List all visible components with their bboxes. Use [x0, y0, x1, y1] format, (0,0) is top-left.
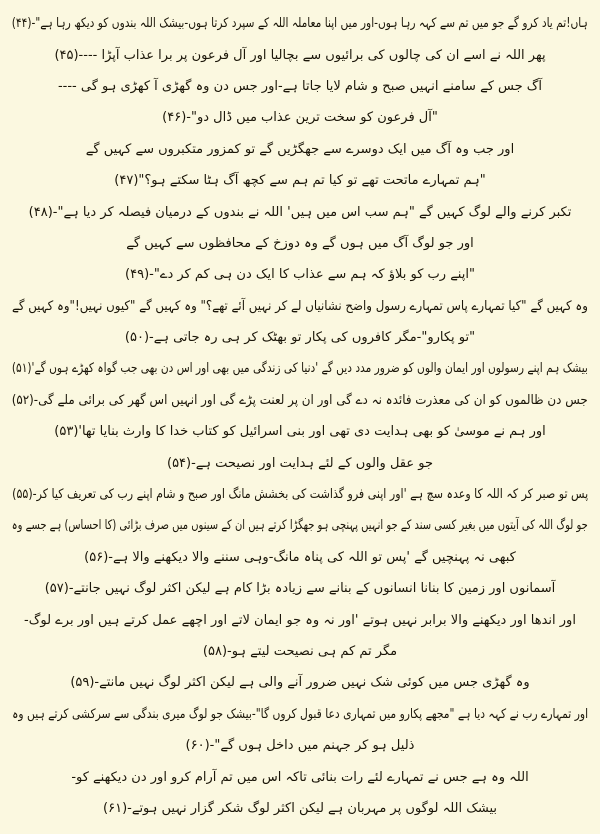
verse-text: "آل فرعون کو سخت ترین عذاب میں ڈال دو"-(۴۶)	[162, 110, 438, 126]
verse-text: ذلیل ہو کر جہنم میں داخل ہوں گے"-(۶۰)	[185, 738, 415, 754]
text-line	[12, 39, 588, 70]
verse-text: اور تمہارے رب نے کہہ دیا ہے "مجھے پکارو میں تمہاری دعا قبول کروں گا"-بیشک جو لوگ میری بندگی سے سرکشی کرتے ہیں وہ	[11, 706, 588, 722]
text-line	[12, 510, 588, 541]
text-line	[12, 636, 588, 667]
text-line	[12, 604, 588, 635]
text-line	[12, 447, 588, 478]
text-line	[12, 259, 588, 290]
text-line	[12, 228, 588, 259]
text-line	[12, 8, 588, 39]
text-line	[12, 353, 588, 384]
verse-text: آسمانوں اور زمین کا بنانا انسانوں کے بنانے سے زیادہ بڑا کام ہے لیکن اکثر لوگ نہیں جانتے-(۵۷)	[44, 581, 556, 597]
verse-text: "تو پکارو"-مگر کافروں کی پکار تو بھٹک کر ہی رہ جاتی ہے-(۵۰)	[124, 330, 476, 346]
verse-text: آگ جس کے سامنے انہیں صبح و شام لایا جاتا ہے-اور جس دن وہ گھڑی آ کھڑی ہو گی ----	[57, 78, 543, 94]
text-line	[12, 761, 588, 792]
verse-text: کبھی نہ پہنچیں گے 'پس تو اللہ کی پناہ مانگ-وہی سننے والا دیکھنے والا ہے-(۵۶)	[84, 549, 516, 565]
text-line	[12, 165, 588, 196]
text-line	[12, 291, 588, 322]
verse-text: جو لوگ اللہ کی آیتوں میں بغیر کسی سند کے جو انہیں پہنچی ہو جھگڑا کرتے ہیں ان کے سینوں میں صرف بڑائی (کا احساس) ہے جسے وہ	[11, 518, 588, 534]
verse-text: اور اندھا اور دیکھنے والا برابر نہیں ہوتے 'اور نہ وہ جو ایمان لاتے اور اچھے عمل کرتے ہیں اور برے لوگ-	[24, 612, 576, 628]
verse-text: اور ہم نے موسیٰ کو بھی ہدایت دی تھی اور بنی اسرائیل کو کتاب خدا کا وارث بنایا تھا'(۵۳)	[54, 424, 546, 440]
verse-text: بیشک ہم اپنے رسولوں اور ایمان والوں کو ضرور مدد دیں گے 'دنیا کی زندگی میں بھی اور اس دن بھی جب گواہ کھڑے ہوں گے'(۵۱)	[11, 361, 588, 377]
text-line	[12, 134, 588, 165]
verse-text: جو عقل والوں کے لئے ہدایت اور نصیحت ہے-(۵۴)	[166, 455, 434, 471]
verse-text: وہ گھڑی جس میں کوئی شک نہیں ضرور آنے والی ہے لیکن اکثر لوگ نہیں مانتے-(۵۹)	[70, 675, 530, 691]
text-line	[12, 573, 588, 604]
verse-text: "اپنے رب کو بلاؤ کہ ہم سے عذاب کا ایک دن ہی کم کر دے"-(۴۹)	[125, 267, 475, 283]
verse-text: اور جو لوگ آگ میں ہوں گے وہ دوزخ کے محافظوں سے کہیں گے	[126, 235, 474, 251]
text-line	[12, 699, 588, 730]
text-line	[12, 102, 588, 133]
text-line	[12, 542, 588, 573]
verse-text: تکبر کرنے والے لوگ کہیں گے "ہم سب اس میں ہیں' اللہ نے بندوں کے درمیان فیصلہ کر دیا ہے"-(۴۸)	[28, 204, 572, 220]
text-line	[12, 71, 588, 102]
verse-text: بیشک اللہ لوگوں پر مہربان ہے لیکن اکثر لوگ شکر گزار نہیں ہوتے-(۶۱)	[103, 800, 497, 816]
verse-text: پھر اللہ نے اسے ان کی چالوں کی برائیوں سے بچالیا اور آل فرعون پر برا عذاب آپڑا ----(۴۵)	[54, 47, 546, 63]
text-line	[12, 322, 588, 353]
verse-text: اللہ وہ ہے جس نے تمہارے لئے رات بنائی تاکہ اس میں تم آرام کرو اور دن دیکھنے کو-	[71, 769, 529, 785]
text-line	[12, 196, 588, 227]
verse-text: مگر تم کم ہی نصیحت لیتے ہو-(۵۸)	[202, 644, 398, 659]
verse-text: پس تو صبر کر کہ اللہ کا وعدہ سچ ہے 'اور اپنی فرو گذاشت کی بخشش مانگ اور صبح و شام اپنے رب کی تعریف کیا کر-(۵۵)	[11, 487, 588, 503]
text-line	[12, 479, 588, 510]
text-line	[12, 385, 588, 416]
text-line	[12, 416, 588, 447]
text-line	[12, 730, 588, 761]
verse-text: ہاں!تم یاد کرو گے جو میں تم سے کہہ رہا ہوں-اور میں اپنا معاملہ اللہ کے سپرد کرتا ہوں-بیشک اللہ بندوں کو دیکھ رہا ہے"-(۴۴)	[11, 16, 588, 32]
verse-text: وہ کہیں گے "کیا تمہارے پاس تمہارے رسول واضح نشانیاں لے کر نہیں آئے تھے؟" وہ کہیں گے "کیوں نہیں!"وہ کہیں گے	[12, 298, 588, 314]
text-line	[12, 793, 588, 824]
text-line	[12, 667, 588, 698]
verse-text: "ہم تمہارے ماتحت تھے تو کیا تم ہم سے کچھ آگ ہٹا سکتے ہو؟"(۴۷)	[114, 173, 486, 189]
verse-text: جس دن ظالموں کو ان کی معذرت فائدہ نہ دے گی اور ان پر لعنت پڑے گی اور انہیں اس گھر کی برائی ملے گی-(۵۲)	[11, 392, 588, 408]
verse-text: اور جب وہ آگ میں ایک دوسرے سے جھگڑیں گے تو کمزور متکبروں سے کہیں گے	[85, 141, 515, 157]
